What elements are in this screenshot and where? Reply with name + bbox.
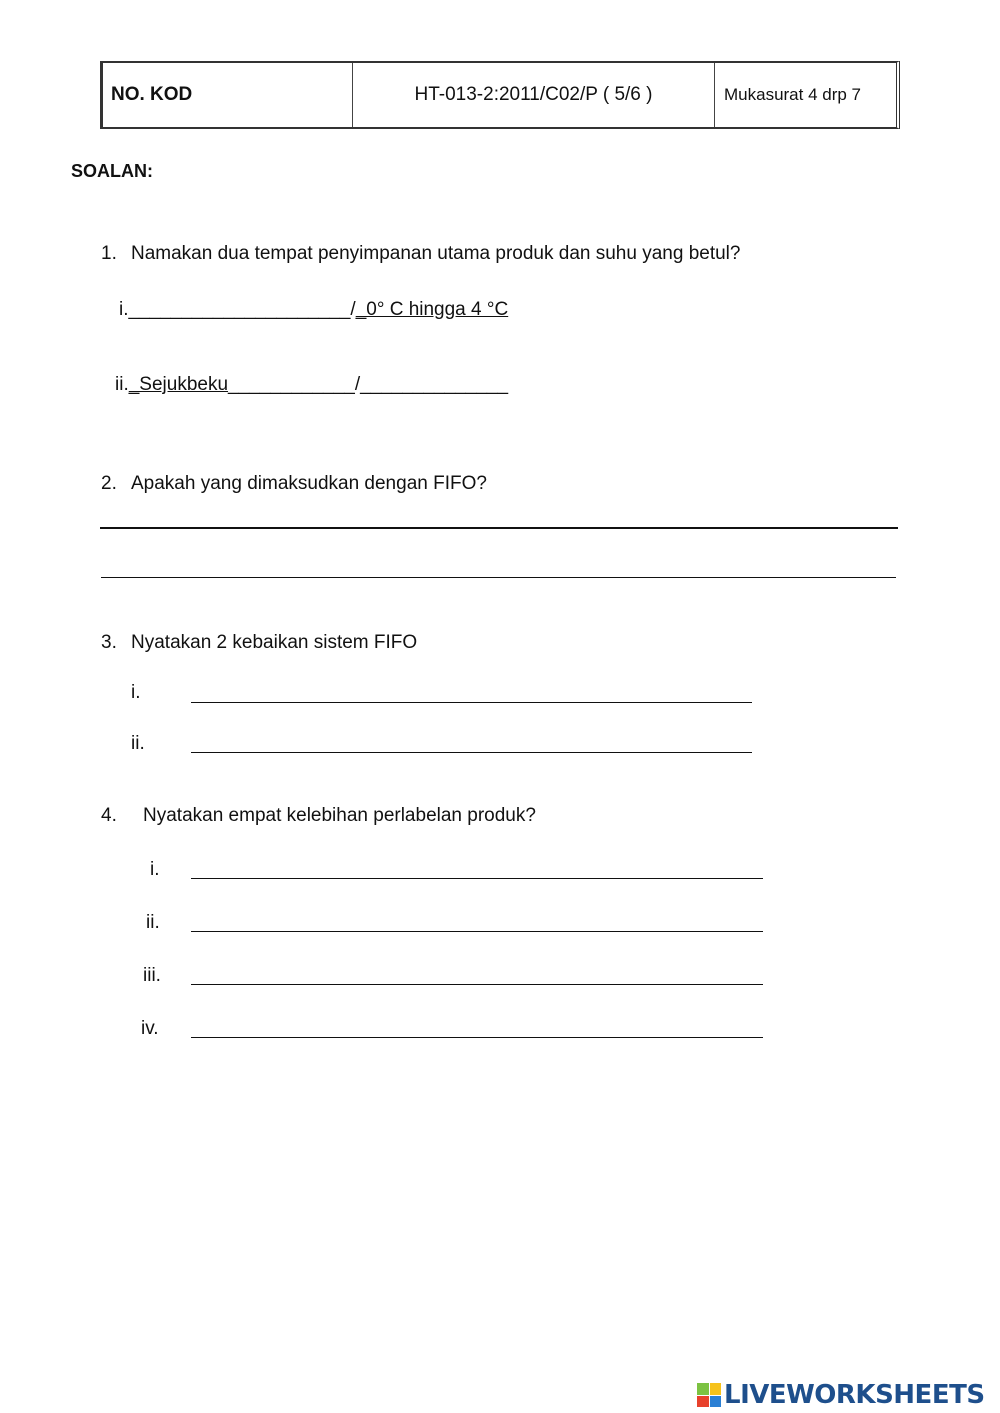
question-2-number: 2. (101, 473, 117, 494)
answer-label: i. (131, 682, 141, 703)
question-3-text: Nyatakan 2 kebaikan sistem FIFO (131, 632, 418, 653)
answer-line[interactable] (191, 1037, 763, 1038)
code-label: NO. KOD (103, 63, 353, 127)
question-1-answer-ii (115, 374, 508, 396)
answer-storage: _Sejukbeku (128, 374, 229, 395)
answer-label: iii. (143, 965, 161, 986)
answer-line[interactable] (191, 702, 752, 703)
answer-blank[interactable]: _____________________ (128, 299, 351, 320)
answer-label: i. (150, 859, 160, 880)
answer-line[interactable] (191, 878, 763, 879)
answer-separator: / (354, 374, 361, 395)
answer-label: ii. (131, 733, 145, 754)
brand-name: LIVEWORKSHEETS (724, 1380, 985, 1410)
answer-separator: / (350, 299, 356, 320)
answer-line[interactable] (191, 931, 763, 932)
answer-label: ii. (146, 912, 160, 933)
answer-label: iv. (141, 1018, 159, 1039)
header-table (100, 61, 900, 129)
answer-label: i. (119, 299, 129, 320)
question-4-number: 4. (101, 805, 117, 826)
question-1-number: 1. (101, 243, 117, 264)
section-title: SOALAN: (71, 161, 153, 181)
answer-line[interactable] (191, 752, 752, 753)
question-3-number: 3. (101, 632, 117, 653)
answer-temperature: _0° C hingga 4 °C (355, 299, 509, 320)
answer-blank[interactable]: ____________ (228, 374, 355, 395)
question-1-answer-i (119, 299, 508, 321)
liveworksheets-logo[interactable] (697, 1380, 993, 1410)
code-value: HT-013-2:2011/C02/P ( 5/6 ) (353, 63, 715, 127)
answer-label: ii. (115, 374, 129, 395)
answer-line[interactable] (191, 984, 763, 985)
answer-line[interactable] (101, 577, 896, 578)
page-info: Mukasurat 4 drp 7 (724, 85, 862, 104)
question-4-text: Nyatakan empat kelebihan perlabelan produk? (143, 805, 536, 826)
answer-line[interactable] (100, 527, 898, 529)
liveworksheets-icon (697, 1383, 721, 1407)
question-2-text: Apakah yang dimaksudkan dengan FIFO? (131, 473, 487, 494)
answer-blank[interactable]: ______________ (360, 374, 509, 395)
question-1-text: Namakan dua tempat penyimpanan utama produk dan suhu yang betul? (131, 243, 741, 264)
